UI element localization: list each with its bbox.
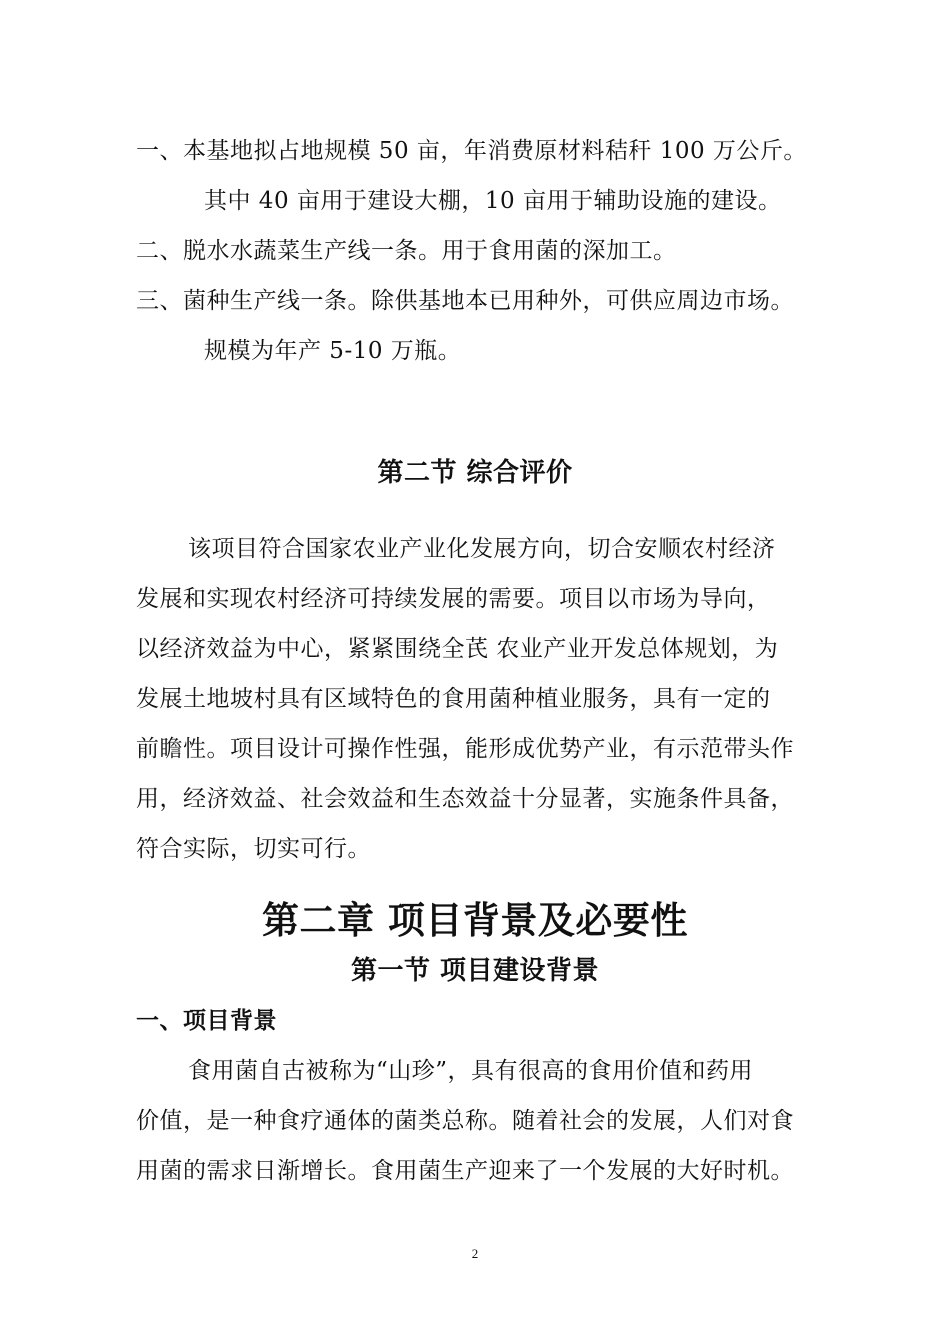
evaluation-line-3: 以经济效益为中心，紧紧围绕全芪 农业产业开发总体规划，为 [136,636,779,662]
chapter-title: 第二章 项目背景及必要性 [262,899,688,942]
evaluation-line-6: 用，经济效益、社会效益和生态效益十分显著，实施条件具备， [136,786,794,812]
background-line-3: 用菌的需求日渐增长。食用菌生产迎来了一个发展的大好时机。 [136,1158,794,1184]
evaluation-line-7: 符合实际，切实可行。 [136,836,371,862]
evaluation-line-1: 该项目符合国家农业产业化发展方向，切合安顺农村经济 [188,536,776,562]
evaluation-line-2: 发展和实现农村经济可持续发展的需要。项目以市场为导向， [136,586,771,612]
section-title-evaluation: 第二节 综合评价 [377,458,573,488]
evaluation-line-4: 发展土地坡村具有区域特色的食用菌种植业服务，具有一定的 [136,686,771,712]
background-line-1: 食用菌自古被称为“山珍”，具有很高的食用价值和药用 [188,1058,754,1084]
page-number: 2 [471,1246,479,1261]
list-item-3-continuation: 规模为年产 5-10 万瓶。 [204,338,462,364]
subheading-project-background: 一、项目背景 [136,1008,277,1034]
list-item-1: 一、本基地拟占地规模 50 亩，年消费原材料秸秆 100 万公斤。 [136,138,807,164]
list-item-3: 三、菌种生产线一条。除供基地本已用种外，可供应周边市场。 [136,288,794,314]
background-line-2: 价值，是一种食疗通体的菌类总称。随着社会的发展，人们对食 [136,1108,794,1134]
evaluation-line-5: 前瞻性。项目设计可操作性强，能形成优势产业，有示范带头作 [136,736,794,762]
section-title-background: 第一节 项目建设背景 [350,956,600,986]
list-item-2: 二、脱水水蔬菜生产线一条。用于食用菌的深加工。 [136,238,677,264]
list-item-1-continuation: 其中 40 亩用于建设大棚，10 亩用于辅助设施的建设。 [204,188,782,214]
